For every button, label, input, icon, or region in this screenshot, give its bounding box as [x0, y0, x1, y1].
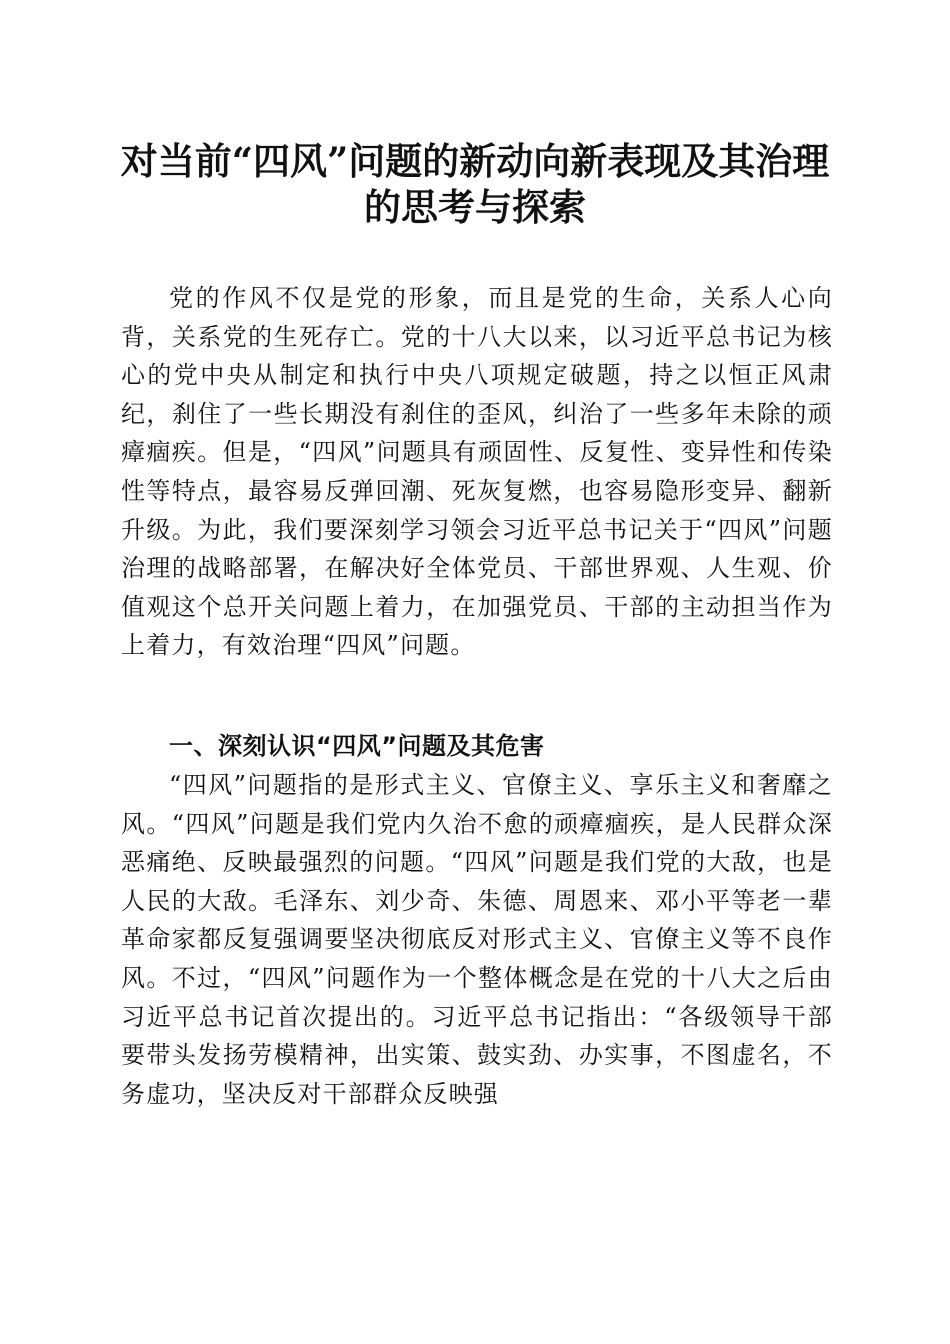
intro-paragraph: 党的作风不仅是党的形象，而且是党的生命，关系人心向背，关系党的生死存亡。党的十八大以来，以习近平总书记为核心的党中央从制定和执行中央八项规定破题，持之以恒正风肃纪，刹住了一些长期没有刹住的歪风，纠治了一些多年未除的顽瘴痼疾。但是，“四风”问题具有顽固性、反复性、变异性和传染性等特点，最容易反弹回潮、死灰复燃，也容易隐形变异、翻新升级。为此，我们要深刻学习领会习近平总书记关于“四风”问题治理的战略部署，在解决好全体党员、干部世界观、人生观、价值观这个总开关问题上着力，在加强党员、干部的主动担当作为上着力，有效治理“四风”问题。	[121, 284, 833, 660]
document-title-line-1: 对当前“四风”问题的新动向新表现及其治理	[120, 139, 830, 183]
section-1-paragraph: “四风”问题指的是形式主义、官僚主义、享乐主义和奢靡之风。“四风”问题是我们党内久治不愈的顽瘴痼疾，是人民群众深恶痛绝、反映最强烈的问题。“四风”问题是我们党的大敌，也是人民的大敌。毛泽东、刘少奇、朱德、周恩来、邓小平等老一辈革命家都反复强调要坚决彻底反对形式主义、官僚主义等不良作风。不过，“四风”问题作为一个整体概念是在党的十八大之后由习近平总书记首次提出的。习近平总书记指出：“各级领导干部要带头发扬劳模精神，出实策、鼓实劲、办实事，不图虚名，不务虚功，坚决反对干部群众反映强	[121, 771, 833, 1108]
section-heading-1: 一、深刻认识“四风”问题及其危害	[169, 732, 545, 760]
document-title-line-2: 的思考与探索	[364, 185, 586, 229]
